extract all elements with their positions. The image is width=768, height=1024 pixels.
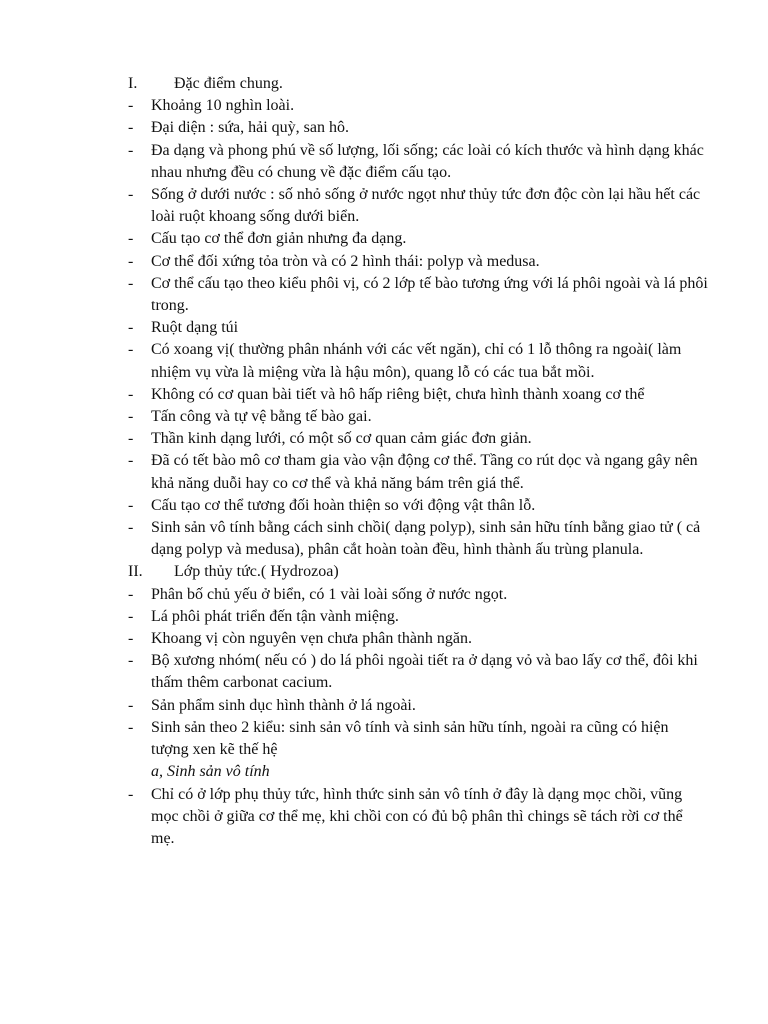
list-item-text: Cấu tạo cơ thể tương đối hoàn thiện so với động vật thân lỗ.	[151, 496, 536, 514]
dash-marker: -	[128, 496, 134, 514]
section-title: Lớp thủy tức.( Hydrozoa)	[174, 563, 339, 581]
list-item	[128, 517, 708, 561]
list-item-text: Phân bố chủ yếu ở biển, có 1 vài loài sống ở nước ngọt.	[151, 585, 508, 603]
dash-marker: -	[128, 319, 134, 337]
dash-marker: -	[128, 585, 134, 603]
section-title: Đặc điểm chung.	[174, 75, 283, 92]
list-item	[128, 339, 708, 383]
list-item-text: Cấu tạo cơ thể đơn giản nhưng đa dạng.	[151, 230, 407, 248]
dash-marker: -	[128, 430, 134, 448]
dash-marker: -	[128, 696, 134, 714]
section-numeral: I.	[128, 75, 138, 92]
list-item-text: Cơ thể đối xứng tỏa tròn và có 2 hình thái: polyp và medusa.	[151, 252, 540, 270]
list-item	[128, 628, 708, 650]
list-item-text: Khoảng 10 nghìn loài.	[151, 97, 295, 115]
dash-marker: -	[128, 186, 134, 204]
list-item	[128, 606, 708, 628]
list-item	[128, 406, 708, 428]
section-numeral: II.	[128, 563, 143, 581]
list-item-text: Đại diện : sứa, hải quỳ, san hô.	[151, 119, 349, 137]
list-item-text: Ruột dạng túi	[151, 319, 239, 337]
list-item-text: Có xoang vị( thường phân nhánh với các vết ngăn), chỉ có 1 lỗ thông ra ngoài( làm nhiệm vụ vừa là miệng vừa là hậu môn), quang lỗ có các tua bắt mồi.	[151, 341, 682, 381]
document-body	[128, 73, 708, 850]
dash-marker: -	[128, 119, 134, 137]
dash-marker: -	[128, 252, 134, 270]
list-item-text: Không có cơ quan bài tiết và hô hấp riêng biệt, chưa hình thành xoang cơ thể	[151, 385, 645, 403]
dash-marker: -	[128, 607, 134, 625]
list-item	[128, 428, 708, 450]
list-item-text: Cơ thể cấu tạo theo kiểu phôi vị, có 2 lớp tế bào tương ứng với lá phôi ngoài và lá phôi trong.	[151, 274, 708, 315]
dash-marker: -	[128, 341, 134, 359]
list-item-text: Sinh sản vô tính bằng cách sinh chồi( dạng polyp), sinh sản hữu tính bằng giao tử ( cả dạng polyp và medusa), phân cắt hoàn toàn đều, hình thành ấu trùng planula.	[151, 519, 701, 559]
list-item-text: Đã có tết bào mô cơ tham gia vào vận động cơ thể. Tầng co rút dọc và ngang gây nên khả năng duỗi hay co cơ thể và khả năng bám trên giá thể.	[151, 452, 698, 492]
dash-marker: -	[128, 718, 134, 736]
list-item	[128, 384, 708, 406]
list-item-text: Chỉ có ở lớp phụ thủy tức, hình thức sinh sản vô tính ở đây là dạng mọc chồi, vũng mọc chồi ở giữa cơ thể mẹ, khi chồi con có đủ bộ phân thì chings sẽ tách rời cơ thể mẹ.	[151, 785, 683, 847]
list-item	[128, 450, 708, 494]
list-item	[128, 584, 708, 606]
dash-marker: -	[128, 408, 134, 426]
list-item-text: Sinh sản theo 2 kiểu: sinh sản vô tính và sinh sản hữu tính, ngoài ra cũng có hiện tượng xen kẽ thế hệ	[151, 718, 669, 759]
dash-marker: -	[128, 519, 134, 537]
list-item-text: Bộ xương nhóm( nếu có ) do lá phôi ngoài tiết ra ở dạng vỏ và bao lấy cơ thể, đôi khi thấm thêm carbonat cacium.	[151, 652, 698, 692]
list-item	[128, 117, 708, 139]
list-item	[128, 695, 708, 717]
dash-marker: -	[128, 141, 134, 159]
dash-marker: -	[128, 630, 134, 648]
list-item-text: Tấn công và tự vệ bằng tế bào gai.	[151, 408, 372, 426]
list-item-text: Sống ở dưới nước : số nhỏ sống ở nước ngọt như thủy tức đơn độc còn lại hầu hết các loài ruột khoang sống dưới biển.	[151, 186, 701, 226]
section-heading	[128, 561, 708, 583]
dash-marker: -	[128, 785, 134, 803]
dash-marker: -	[128, 452, 134, 470]
list-item	[128, 317, 708, 339]
list-item-text: Thần kinh dạng lưới, có một số cơ quan cảm giác đơn giản.	[151, 430, 532, 448]
list-item	[128, 273, 708, 317]
list-item	[128, 140, 708, 184]
section-heading	[128, 73, 708, 95]
dash-marker: -	[128, 385, 134, 403]
list-item-text: Đa dạng và phong phú về số lượng, lối sống; các loài có kích thước và hình dạng khác nhau nhưng đều có chung về đặc điểm cấu tạo.	[151, 141, 704, 181]
list-item	[128, 251, 708, 273]
list-item-text: Lá phôi phát triển đến tận vành miệng.	[151, 607, 399, 625]
list-item	[128, 184, 708, 228]
list-item	[128, 717, 708, 761]
list-item	[128, 95, 708, 117]
list-item	[128, 650, 708, 694]
dash-marker: -	[128, 652, 134, 670]
list-item	[128, 495, 708, 517]
list-item	[128, 784, 708, 851]
dash-marker: -	[128, 274, 134, 292]
dash-marker: -	[128, 230, 134, 248]
list-item	[128, 228, 708, 250]
list-item-text: Sản phẩm sinh dục hình thành ở lá ngoài.	[151, 696, 416, 714]
subsection-heading	[128, 761, 708, 783]
list-item-text: Khoang vị còn nguyên vẹn chưa phân thành ngăn.	[151, 630, 473, 648]
subsection-title: a, Sinh sản vô tính	[151, 763, 270, 781]
dash-marker: -	[128, 97, 134, 115]
